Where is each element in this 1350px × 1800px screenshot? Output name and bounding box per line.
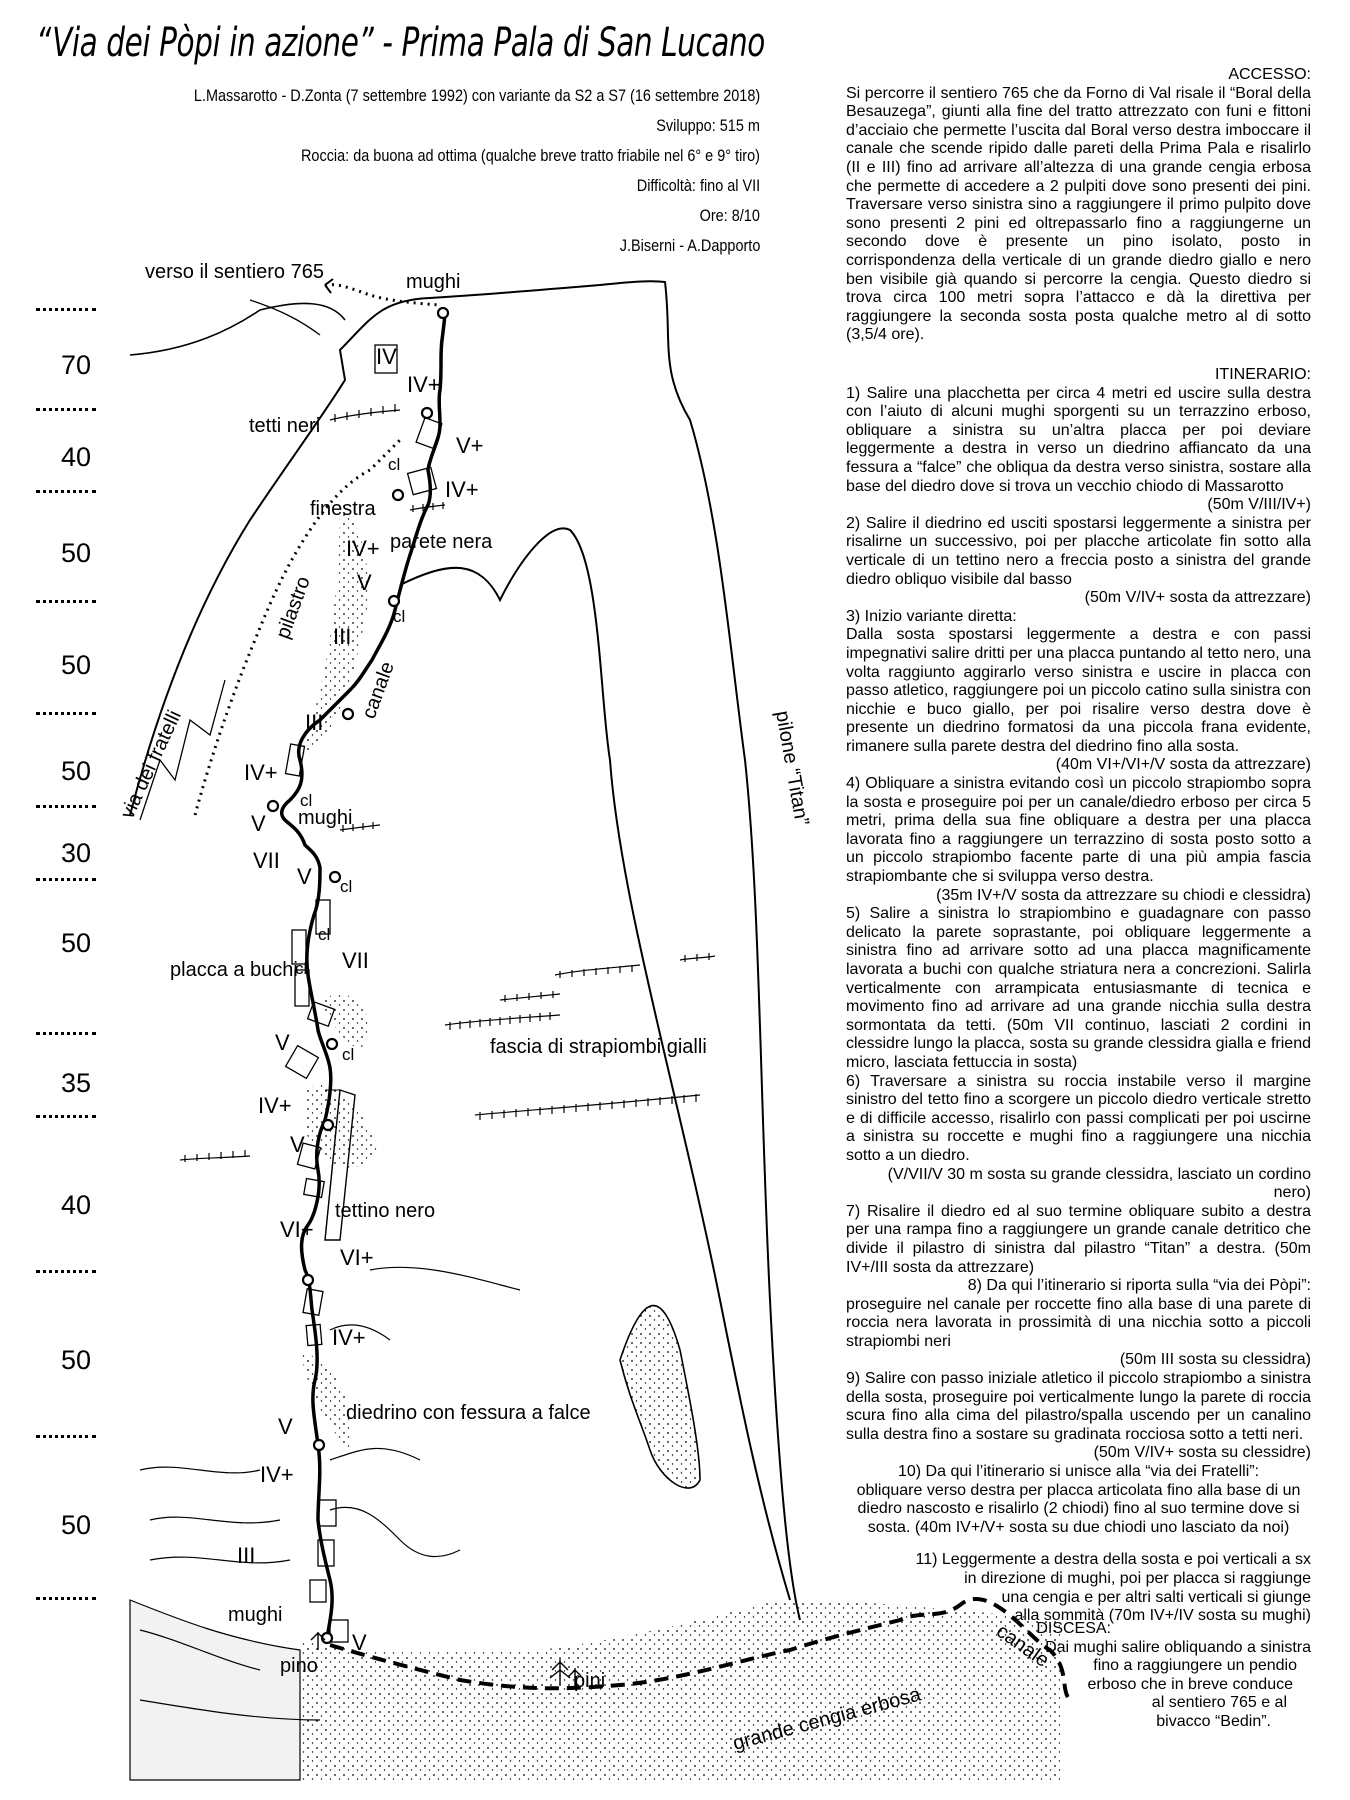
pitch-length: 30 — [60, 838, 92, 868]
pitch-length: 50 — [60, 1510, 92, 1540]
belay-station — [323, 1120, 333, 1130]
pitch-2-summary: (50m V/IV+ sosta da attrezzare) — [1084, 589, 1311, 607]
belay-station — [314, 1440, 324, 1450]
pitch-6-summary: (V/VII/V 30 m sosta su grande clessidra, lasciato un cordino nero) — [887, 1165, 1311, 1202]
canale-mid-label: canale — [358, 658, 399, 722]
pitch-10-text: obliquare verso destra per placca articolata fino alla base di un diedro nascosto e risalirlo (2 chiodi) fino al suo termine dove si sosta. (40m IV+/V+ sosta su due chiodi uno lasciato da noi) — [856, 1481, 1301, 1536]
cl-label: cl — [340, 877, 353, 896]
grade-label: IV+ — [346, 536, 380, 561]
discesa-line: bivacco “Bedin”. — [1156, 1712, 1271, 1730]
mughi-mid-label: mughi — [298, 807, 353, 829]
cengia-label: grande cengia erbosa — [730, 1683, 924, 1755]
mughi-top-label: mughi — [406, 271, 461, 293]
belay-station — [268, 801, 278, 811]
via-fratelli-label: via dei fratelli — [116, 707, 186, 823]
parete-nera-label: parete nera — [390, 531, 493, 553]
pitch-11-line: una cengia e per altri salti verticali si giunge — [1001, 1588, 1311, 1606]
grade-label: V — [278, 1414, 293, 1439]
accesso-text: Si percorre il sentiero 765 che da Forno di Val risale il “Boral della Besauzega”, giunti alla fine del tratto attrezzato con funi e fittoni d’acciaio che permette l’uscita dal Boral verso destra imboccare il canale che scende ripido dalle pareti della Prima Pala e risalirlo (II e III) fino ad arrivare all’altezza di una grande cengia erbosa che permette di accedere a 2 pulpiti dove sono presenti dei pini. Traversare verso sinistra sino a raggiungere il primo pulpito dove sono presenti 2 pini ed oltrepassarlo fino a raggiungerne un secondo dove è presente un pino isolato, posto in corrispondenza della verticale di un grande diedro giallo e nero ben visibile già quando si percorre la cengia. Questo diedro si trova circa 100 metri sopra l’attacco e dà la direttiva per raggiungere la seconda sosta posta qualche metro al di sotto (3,5/4 ore). — [846, 84, 1311, 344]
pitch-length: 50 — [60, 650, 92, 680]
cl-label: cl — [300, 791, 313, 810]
cl-label: cl — [295, 959, 308, 978]
pitch-3-text: Dalla sosta spostarsi leggermente a destra e con passi impegnativi salire dritti per una placca puntando al tetto nero, una volta raggiunto aggirarlo verso sinistra e uscire in placca con passo atletico, raggiungere poi un piccolo catino sulla sinistra con nicchie e buco giallo, per poi risalire verso destra dove è presente un diedrino formatosi da una piccola frana evidente, rimanere sulla parete destra del diedrino fino alla sosta. — [846, 626, 1311, 755]
pitch-10-heading: 10) Da qui l’itinerario si unisce alla “via dei Fratelli”: — [897, 1463, 1260, 1481]
pitch-8-text: proseguire nel canale per roccette fino alla base di una parete di roccia nera lavorata in prossimità di una nicchia sotto a piccoli strapiombi neri — [846, 1295, 1311, 1350]
grade-label: VI+ — [340, 1245, 374, 1270]
pitch-2-text: 2) Salire il diedrino ed usciti spostarsi leggermente a sinistra per risalirne un successivo, poi per placche articolate fin sotto alla verticale di un tettino nero a freccia posto a sinistra del grande diedro obliquo visibile dal basso — [846, 514, 1311, 588]
pitch-3-heading: 3) Inizio variante diretta: — [846, 607, 1017, 625]
pitch-length: 40 — [60, 442, 92, 472]
discesa-section — [846, 1620, 1311, 1732]
grade-label: V — [352, 1630, 367, 1655]
topo-title: “Via dei Pòpi in azione” - Prima Pala di San Lucano — [36, 20, 765, 66]
belay-station — [422, 408, 432, 418]
difficulty-info: Difficoltà: fino al VII — [636, 176, 760, 195]
pitch-length: 50 — [60, 756, 92, 786]
belay-station — [327, 1039, 337, 1049]
grade-label: VII — [253, 848, 280, 873]
pitch-length: 40 — [60, 1190, 92, 1220]
pitch-11-line: in direzione di mughi, poi per placca si raggiunge — [964, 1570, 1311, 1587]
grade-label: V — [357, 570, 372, 595]
pitch-1-summary: (50m V/III/IV+) — [1207, 496, 1311, 514]
belay-station — [438, 308, 448, 318]
pilone-titan-label: pilone “Titan” — [771, 709, 813, 828]
pitch-8-summary: (50m III sosta su clessidra) — [1119, 1351, 1311, 1369]
pitch-9-summary: (50m V/IV+ sosta su clessidre) — [1093, 1444, 1311, 1462]
pitch-length: 50 — [60, 928, 92, 958]
discesa-line: erboso che in breve conduce — [1087, 1675, 1293, 1693]
grade-label: IV+ — [244, 760, 278, 785]
mughi-low-label: mughi — [228, 1604, 283, 1626]
grade-label: IV — [376, 344, 397, 369]
grade-label: V — [290, 1132, 305, 1157]
hours-info: Ore: 8/10 — [699, 206, 760, 225]
pitch-3-summary: (40m VI+/VI+/V sosta da attrezzare) — [1055, 756, 1311, 774]
cl-label: cl — [393, 607, 406, 626]
grade-label: VII — [342, 948, 369, 973]
pino-label: pino — [280, 1655, 318, 1677]
grade-label: IV+ — [258, 1093, 292, 1118]
pitch-11-line: 11) Leggermente a destra della sosta e poi verticali a sx — [915, 1551, 1311, 1569]
placca-buchi-label: placca a buchi — [170, 959, 298, 981]
discesa-line: Dai mughi salire obliquando a sinistra — [1045, 1638, 1311, 1656]
pilastro-label: pilastro — [272, 573, 315, 642]
discesa-line: al sentiero 765 e al — [1151, 1694, 1287, 1712]
belay-station — [393, 490, 403, 500]
tettino-label: tettino nero — [335, 1200, 436, 1222]
pitch-4-text: 4) Obliquare a sinistra evitando così un piccolo strapiombo sopra la sosta e proseguire poi per un canale/diedro erboso per circa 5 metri, prima della sua fine obliquare a destra per una placca lavorata fino a raggiungere un terrazzino di sosta posto sotto a un piccolo strapiombo facente parte di una più ampia fascia strapiombante che si sviluppa verso destra. — [846, 775, 1311, 886]
grade-label: IV+ — [445, 477, 479, 502]
itinerario-section — [846, 366, 1311, 1626]
pitch-8-heading: 8) Da qui l’itinerario si riporta sulla “via dei Pòpi”: — [967, 1277, 1311, 1295]
pitch-5-text: 5) Salire a sinistra lo strapiombino e guadagnare con passo delicato la parete soprastante, poi obliquare leggermente a sinistra fino ad arrivare sotto ad una placca magnificamente lavorata a buchi con qualche striatura nera a concrezioni. Salirla verticalmente con arrampicata entusiasmante di tecnica e movimento fino ad arrivare ad una grande nicchia sulla destra sormontata da tetti. (50m VII continuo, lasciati 2 cordini in clessidre lungo la placca, sosta su grande clessidra gialla e friend micro, lasciata fettuccia in sosta) — [846, 905, 1311, 1071]
pitch-7-text: 7) Risalire il diedro ed al suo termine obliquare subito a destra per una rampa fino a raggiungere un grande canale detritico che divide il pilastro di sinistra dal pilastro “Titan” a destra. (50m IV+/III sosta da attrezzare) — [846, 1202, 1311, 1276]
grade-label: IV+ — [260, 1462, 294, 1487]
sentiero-label: verso il sentiero 765 — [145, 261, 324, 283]
pitch-11-line: alla sommità (70m IV+/IV sosta su mughi) — [1014, 1607, 1311, 1625]
accesso-heading: ACCESSO: — [1228, 66, 1311, 83]
grade-label: V — [275, 1030, 290, 1055]
diedrino-label: diedrino con fessura a falce — [346, 1402, 591, 1424]
accesso-section — [846, 66, 1311, 345]
pitch-length: 35 — [60, 1068, 92, 1098]
length-info: Sviluppo: 515 m — [656, 116, 760, 135]
grade-label: V+ — [456, 433, 484, 458]
cl-label: cl — [388, 455, 401, 474]
discesa-heading: DISCESA: — [1036, 1620, 1111, 1637]
grade-label: V — [297, 864, 312, 889]
belay-station — [389, 596, 399, 606]
pini-label: pini — [574, 1670, 606, 1692]
rock-info: Roccia: da buona ad ottima (qualche breve tratto friabile nel 6° e 9° tiro) — [301, 146, 760, 165]
grade-label: VI+ — [280, 1217, 314, 1242]
itinerario-heading: ITINERARIO: — [1214, 366, 1311, 383]
canale-low-label: canale — [992, 1620, 1054, 1672]
belay-station — [330, 872, 340, 882]
pitch-length: 50 — [60, 1345, 92, 1375]
pitch-9-text: 9) Salire con passo iniziale atletico il piccolo strapiombo a sinistra della sosta, proseguire poi verticalmente lungo la parete di roccia scura fino alla cima del pilastro/spalla uscendo per un canalino sulla destra fino a sostare su gradinata rocciosa sotto a tetti neri. — [846, 1370, 1311, 1443]
tetti-neri-label: tetti neri — [249, 415, 321, 437]
first-ascent-info: L.Massarotto - D.Zonta (7 settembre 1992) con variante da S2 a S7 (16 settembre 2018) — [193, 86, 760, 105]
grade-label: IV+ — [332, 1325, 366, 1350]
cl-label: cl — [342, 1045, 355, 1064]
discesa-line: fino a raggiungere un pendio — [1093, 1657, 1297, 1675]
pitch-1-text: 1) Salire una placchetta per circa 4 metri ed uscire sulla destra con l’aiuto di alcuni mughi sporgenti su un terrazzino erboso, obliquare a sinistra su un’altra placca per poi deviare leggermente a destra in verso un diedrino affiancato da una fessura a “falce” che obliqua da destra verso sinistra, sostare alla base del diedro dove si trova un vecchio chiodo di Massarotto — [846, 384, 1311, 495]
belay-station — [343, 709, 353, 719]
fascia-label: fascia di strapiombi gialli — [490, 1036, 707, 1058]
belay-station — [303, 1275, 313, 1285]
titan-pillar-outline — [400, 528, 790, 1600]
credits-info: J.Biserni - A.Dapporto — [619, 236, 760, 255]
cl-label: cl — [318, 925, 331, 944]
grade-label: III — [237, 1543, 256, 1568]
grade-label: IV+ — [407, 372, 441, 397]
pitch-length: 70 — [60, 350, 92, 380]
pitch-6-text: 6) Traversare a sinistra su roccia instabile verso il margine sinistro del tetto fino a scorgere un piccolo diedro verticale stretto e di difficile accesso, risalirlo con passi complicati per poi uscirne a sinistra su roccette e mughi fino a raggiungere una nicchia sotto a un diedro. — [846, 1072, 1311, 1164]
pitch-4-summary: (35m IV+/V sosta da attrezzare su chiodi e clessidra) — [936, 886, 1311, 904]
grade-label: V — [251, 811, 266, 836]
grade-label: III — [305, 710, 324, 735]
pitch-length: 50 — [60, 538, 92, 568]
finestra-label: finestra — [310, 498, 376, 520]
grade-label: III — [333, 624, 352, 649]
